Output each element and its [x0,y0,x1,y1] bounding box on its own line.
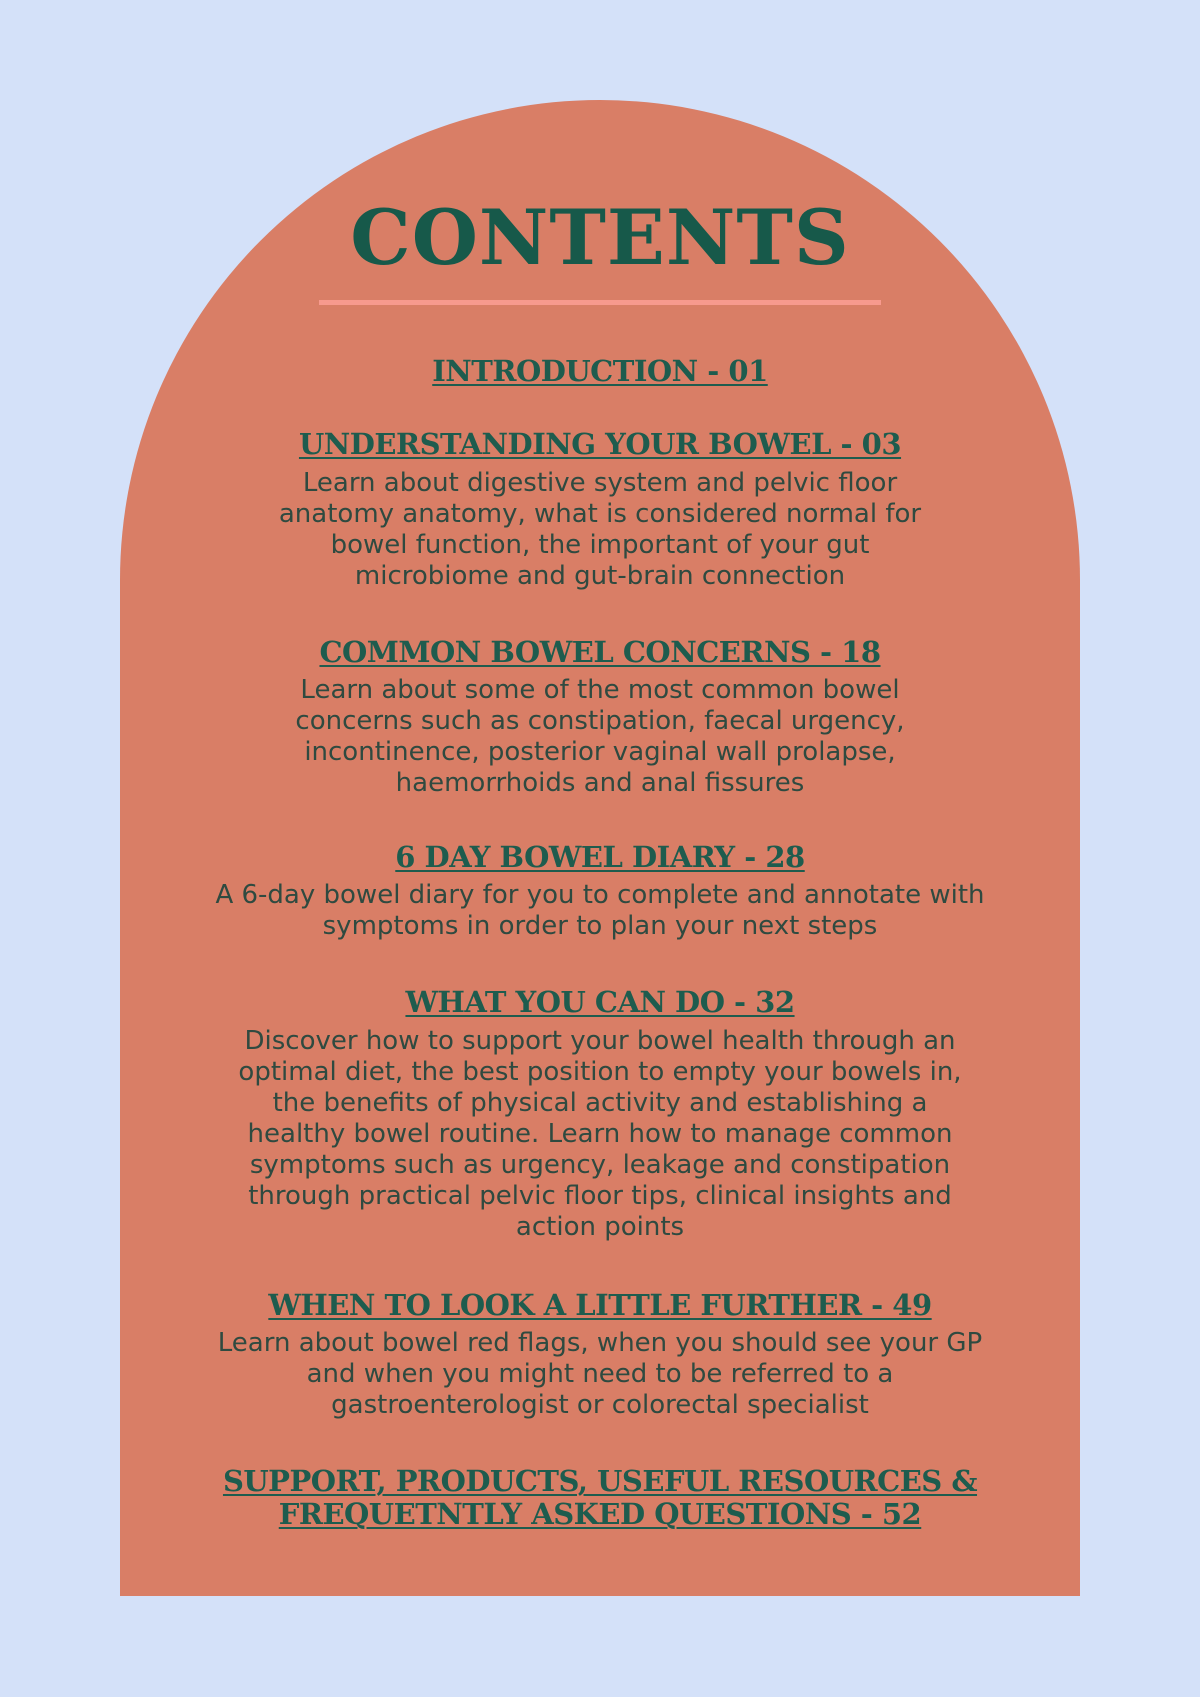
section-heading-understanding-your-bowel[interactable]: UNDERSTANDING YOUR BOWEL - 03 [298,427,902,462]
section-introduction [120,355,1080,388]
section-description-understanding-your-bowel: Learn about digestive system and pelvic floor anatomy anatomy, what is considered normal for bowel function, the important of your gut microbiome and gut-brain connection [278,467,922,591]
section-description-when-to-look-further: Learn about bowel red flags, when you should see your GP and when you might need to be referred to a gastroenterologist or colorectal specialist [217,1328,983,1421]
section-heading-bowel-diary[interactable]: 6 DAY BOWEL DIARY - 28 [395,840,805,875]
section-description-bowel-diary: A 6-day bowel diary for you to complete and annotate with symptoms in order to plan your next steps [215,880,985,942]
section-bowel-diary [210,841,990,942]
section-what-you-can-do [230,986,970,1242]
section-heading-when-to-look-further[interactable]: WHEN TO LOOK A LITTLE FURTHER - 49 [268,1287,932,1322]
section-when-to-look-further [210,1289,990,1421]
section-heading-support-resources[interactable]: SUPPORT, PRODUCTS, USEFUL RESOURCES & FREQUETNTLY ASKED QUESTIONS - 52 [222,1464,978,1532]
contents-page [120,100,1080,1532]
section-support-resources [200,1465,1000,1532]
section-heading-introduction[interactable]: INTRODUCTION - 01 [432,354,768,388]
page-title: CONTENTS [350,193,850,282]
section-description-common-bowel-concerns: Learn about some of the most common bowel concerns such as constipation, faecal urgency, incontinence, posterior vaginal wall prolapse, haemorrhoids and anal fissures [295,675,905,799]
section-common-bowel-concerns [260,636,940,799]
section-heading-what-you-can-do[interactable]: WHAT YOU CAN DO - 32 [405,985,795,1020]
section-understanding-your-bowel [270,428,930,591]
title-divider [319,300,881,305]
section-description-what-you-can-do: Discover how to support your bowel health through an optimal diet, the best position to empty your bowels in, the benefits of physical activity and establishing a healthy bowel routine. Learn how to manage common symptoms such as urgency, leakage and constipation through practical pelvic floor tips, clinical insights and action points [238,1025,962,1242]
section-heading-common-bowel-concerns[interactable]: COMMON BOWEL CONCERNS - 18 [319,634,881,669]
